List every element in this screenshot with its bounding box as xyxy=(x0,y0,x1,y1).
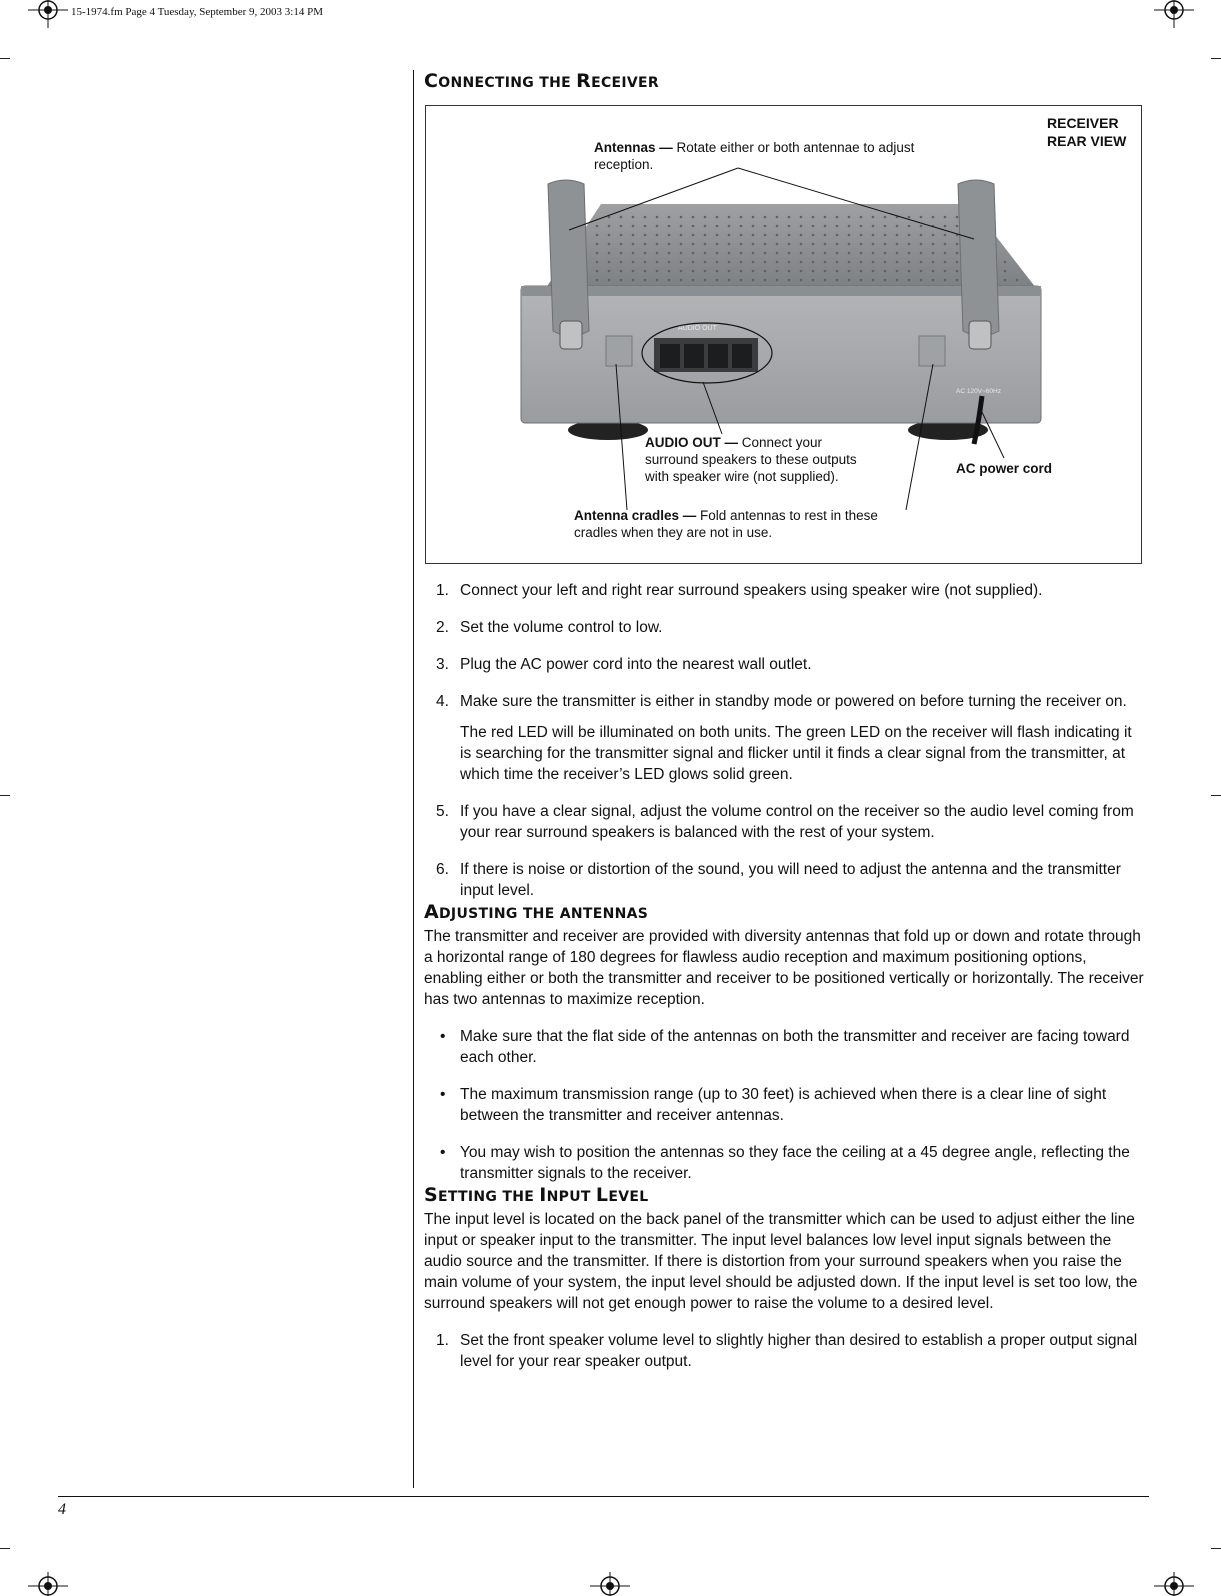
list-item: 1. Set the front speaker volume level to slightly higher than desired to establish a proper output signal level for your rear speaker output. xyxy=(436,1332,1138,1370)
callout-ac-power-cord: AC power cord xyxy=(956,461,1053,476)
registration-mark-top-left xyxy=(28,0,68,28)
section-title-adjusting: ADJUSTING THE ANTENNAS xyxy=(424,901,649,923)
antenna-left xyxy=(548,180,589,336)
crop-mark xyxy=(1211,58,1221,59)
step-note: The red LED will be illuminated on both units. The green LED on the receiver will flash indicating it is searching for the transmitter signal and flicker until it finds a clear signal from the transmitter, at which time the receiver’s LED glows solid green. xyxy=(460,724,1132,783)
crop-mark xyxy=(1211,1548,1221,1549)
list-item: 4. Make sure the transmitter is either in standby mode or powered on before turning the receiver on. The red LED will be illuminated on both units. The green LED on the receiver will flash indicating it is searching for the transmitter signal and flicker until it finds a clear signal from the transmitter, at which time the receiver’s LED glows solid green. xyxy=(424,691,1146,785)
registration-mark-bottom-right xyxy=(1154,1572,1194,1596)
callout-antennas: Antennas — Rotate either or both antennae to adjust reception. xyxy=(594,140,915,172)
input-level-body: The input level is located on the back panel of the transmitter which can be used to adjust either the line input or speaker input to the transmitter. The input level balances low level input signals between the audio source and the transmitter. If there is distortion from your surround speakers when you raise the main volume of your system, the input level should be adjusted down. If the input level is set too low, the surround speakers will not get enough power to raise the volume to a desired level. xyxy=(424,1211,1138,1312)
crop-mark xyxy=(0,58,10,59)
adjusting-bullets xyxy=(424,1026,1146,1184)
receiver-illustration xyxy=(426,106,1141,563)
cradle-right xyxy=(919,336,945,366)
connecting-steps xyxy=(424,580,1146,901)
audio-out-panel-text: AUDIO OUT xyxy=(678,325,717,332)
section-title-connecting: CONNECTING THE RECEIVER xyxy=(424,70,659,92)
footer-rule xyxy=(58,1496,1149,1497)
crop-mark xyxy=(1211,795,1221,796)
list-item: 6. If there is noise or distortion of the sound, you will need to adjust the antenna and the transmitter input level. xyxy=(436,861,1121,899)
registration-mark-top-right xyxy=(1154,0,1194,28)
list-item: • Make sure that the flat side of the antennas on both the transmitter and receiver are facing toward each other. xyxy=(440,1028,1130,1066)
list-item: 2. Set the volume control to low. xyxy=(436,619,663,636)
adjusting-body: The transmitter and receiver are provided with diversity antennas that fold up or down and rotate through a horizontal range of 180 degrees for flawless audio reception and maximum positioning options, enabling either or both the transmitter and receiver to be positioned vertically or horizontally. The receiver has two antennas to maximize reception. xyxy=(424,928,1144,1008)
list-item: • The maximum transmission range (up to 30 feet) is achieved when there is a clear line of sight between the transmitter and receiver antennas. xyxy=(440,1086,1107,1124)
file-stamp: 15-1974.fm Page 4 Tuesday, September 9, 2003 3:14 PM xyxy=(71,6,323,18)
column-rule xyxy=(413,70,414,1488)
list-item: 1. Connect your left and right rear surround speakers using speaker wire (not supplied). xyxy=(436,582,1043,599)
list-item: • You may wish to position the antennas so they face the ceiling at a 45 degree angle, reflecting the transmitter signals to the receiver. xyxy=(440,1144,1130,1182)
ac-rating-text: AC 120V~60Hz xyxy=(956,388,1001,395)
figure-view-label: RECEIVER REAR VIEW xyxy=(1047,115,1127,149)
page-number: 4 xyxy=(58,1501,66,1518)
antenna-right xyxy=(958,180,999,336)
list-item: 5. If you have a clear signal, adjust the volume control on the receiver so the audio level coming from your rear surround speakers is balanced with the rest of your system. xyxy=(436,803,1134,841)
section-title-input-level: SETTING THE INPUT LEVEL xyxy=(424,1184,649,1206)
list-item: 3. Plug the AC power cord into the nearest wall outlet. xyxy=(436,656,812,673)
cradle-left xyxy=(606,336,632,366)
crop-mark xyxy=(0,1548,10,1549)
main-content xyxy=(424,70,1146,1372)
callout-antenna-cradles: Antenna cradles — Fold antennas to rest in these cradles when they are not in use. xyxy=(574,508,878,540)
input-level-steps xyxy=(424,1330,1146,1372)
callout-audio-out: AUDIO OUT — Connect your surround speakers to these outputs with speaker wire (not supplied). xyxy=(645,435,857,484)
receiver-rear-view-figure xyxy=(425,105,1142,564)
registration-mark-bottom-left xyxy=(28,1572,68,1596)
crop-mark xyxy=(0,795,10,796)
registration-mark-bottom-center xyxy=(590,1572,630,1596)
